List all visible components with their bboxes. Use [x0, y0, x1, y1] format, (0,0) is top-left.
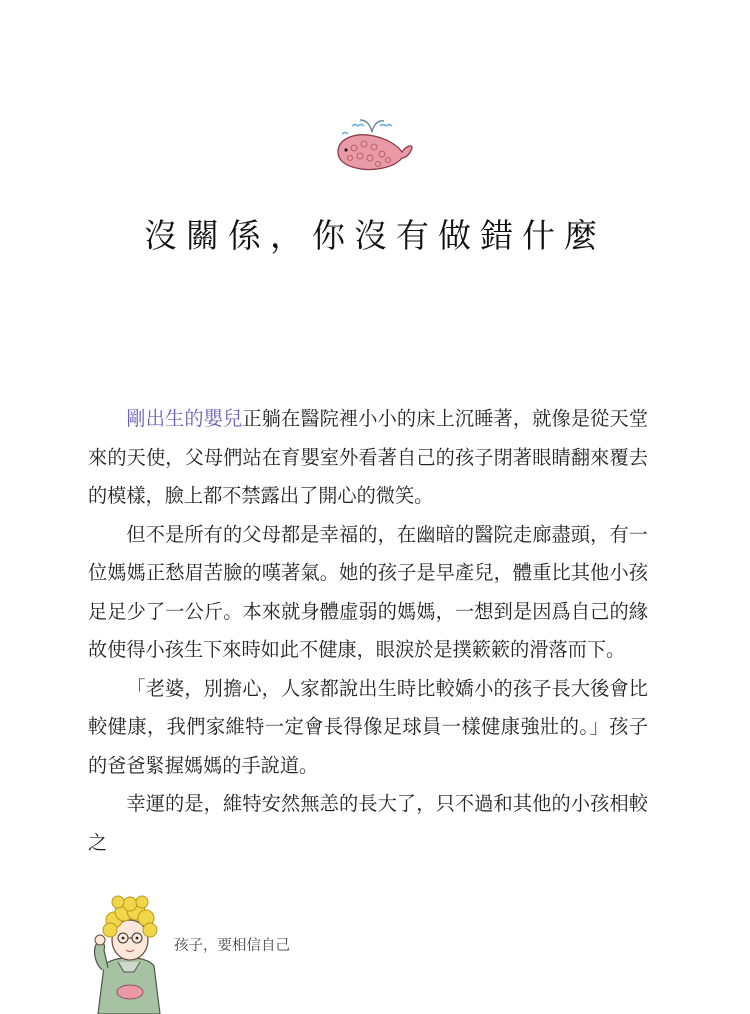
- page-title: 沒關係，你沒有做錯什麼: [144, 216, 606, 256]
- paragraph: [88, 670, 648, 786]
- pink-whale-icon: [326, 112, 414, 174]
- footer-caption: 孩子，要相信自己: [174, 938, 290, 954]
- body-text: [88, 400, 648, 862]
- paragraph: [88, 785, 648, 862]
- paragraph: [88, 516, 648, 670]
- curly-haired-child-icon: [84, 884, 178, 1014]
- lead-phrase: 剛出生的嬰兒: [126, 407, 243, 430]
- paragraph-text: 「老婆，別擔心，人家都說出生時比較嬌小的孩子長大後會比較健康，我們家維特一定會長得像足球員一樣健康強壯的。」孩子的爸爸緊握媽媽的手說道。: [88, 676, 648, 777]
- paragraph-text: 但不是所有的父母都是幸福的，在幽暗的醫院走廊盡頭，有一位媽媽正愁眉苦臉的嘆著氣。她的孩子是早產兒，體重比其他小孩足足少了一公斤。本來就身體虛弱的媽媽，一想到是因爲自己的緣故使得小孩生下來時如此不健康，眼淚於是撲簌簌的滑落而下。: [88, 522, 648, 661]
- paragraph: [88, 400, 648, 516]
- paragraph-text: 幸運的是，維特安然無恙的長大了，只不過和其他的小孩相較之: [88, 792, 648, 854]
- paragraph-text: 正躺在醫院裡小小的床上沉睡著，就像是從天堂來的天使，父母們站在育嬰室外看著自己的孩子閉著眼睛翻來覆去的模樣，臉上都不禁露出了開心的微笑。: [88, 407, 649, 507]
